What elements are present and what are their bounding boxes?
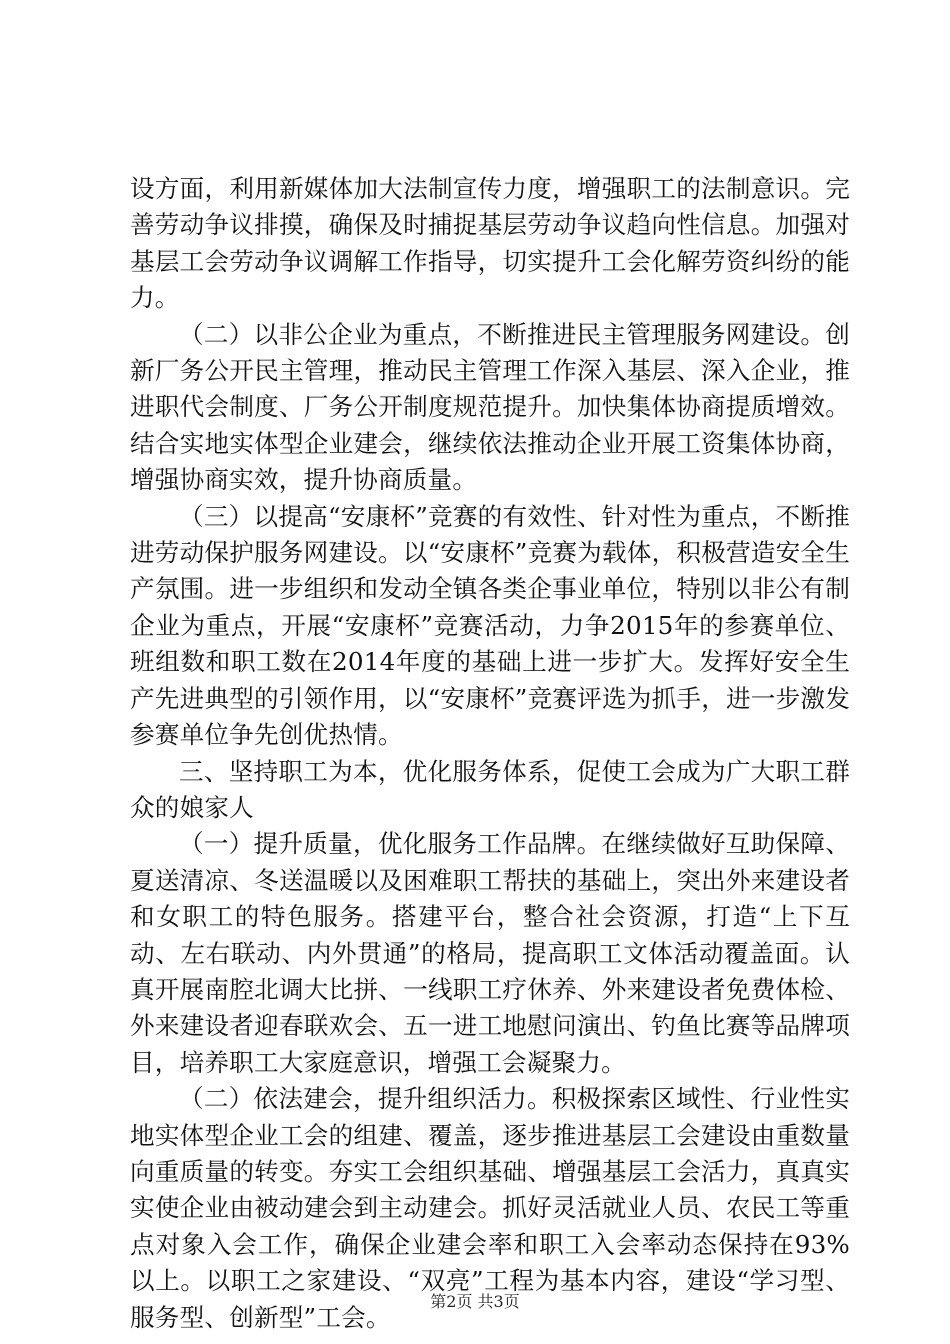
section-heading-three: 三、坚持职工为本，优化服务体系，促使工会成为广大职工群众的娘家人	[130, 756, 850, 822]
page-number-footer: 第2页 共3页	[430, 1292, 520, 1311]
paragraph-legal-awareness: 设方面，利用新媒体加大法制宣传力度，增强职工的法制意识。完善劳动争议排摸，确保及时捕捉基层劳动争议趋向性信息。加强对基层工会劳动争议调解工作指导，切实提升工会化解劳资纠纷的能力。	[130, 174, 850, 313]
document-body	[130, 171, 850, 1336]
paragraph-union-building: （二）依法建会，提升组织活力。积极探索区域性、行业性实地实体型企业工会的组建、覆盖，逐步推进基层工会建设由重数量向重质量的转变。夯实工会组织基础、增强基层工会活力，真真实实使企业由被动建会到主动建会。抓好灵活就业人员、农民工等重点对象入会工作，确保企业建会率和职工入会率动态保持在93%以上。以职工之家建设、“双亮”工程为基本内容，建设“学习型、服务型、创新型”工会。	[130, 1084, 850, 1332]
paragraph-service-quality: （一）提升质量，优化服务工作品牌。在继续做好互助保障、夏送清凉、冬送温暖以及困难职工帮扶的基础上，突出外来建设者和女职工的特色服务。搭建平台，整合社会资源，打造“上下互动、左右联动、内外贯通”的格局，提高职工文体活动覆盖面。认真开展南腔北调大比拼、一线职工疗休养、外来建设者免费体检、外来建设者迎春联欢会、五一进工地慰问演出、钓鱼比赛等品牌项目，培养职工大家庭意识，增强工会凝聚力。	[130, 829, 850, 1077]
paragraph-democratic-management: （二）以非公企业为重点，不断推进民主管理服务网建设。创新厂务公开民主管理，推动民主管理工作深入基层、深入企业，推进职代会制度、厂务公开制度规范提升。加快集体协商提质增效。结合实地实体型企业建会，继续依法推动企业开展工资集体协商，增强协商实效，提升协商质量。	[130, 319, 850, 495]
paragraph-ankang-cup: （三）以提高“安康杯”竞赛的有效性、针对性为重点，不断推进劳动保护服务网建设。以“安康杯”竞赛为载体，积极营造安全生产氛围。进一步组织和发动全镇各类企事业单位，特别以非公有制企业为重点，开展“安康杯”竞赛活动，力争2015年的参赛单位、班组数和职工数在2014年度的基础上进一步扩大。发挥好安全生产先进典型的引领作用，以“安康杯”竞赛评选为抓手，进一步激发参赛单位争先创优热情。	[130, 501, 850, 750]
